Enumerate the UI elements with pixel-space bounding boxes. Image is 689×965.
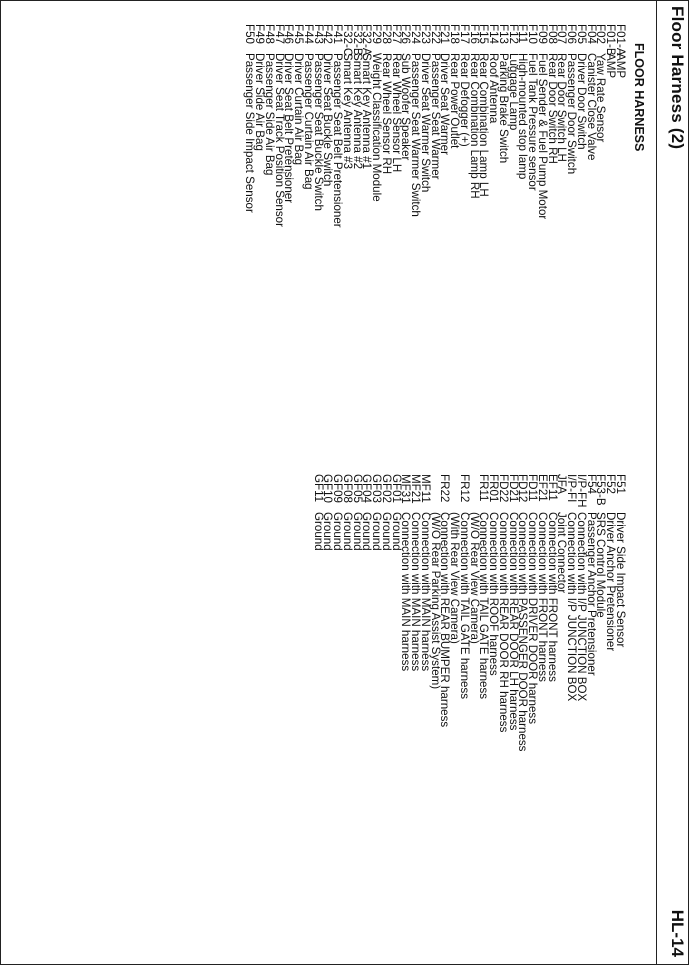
connector-description: Rear Combination Lamp LH (477, 53, 491, 197)
connector-description: Ground (311, 512, 325, 551)
connector-description: AMP (614, 53, 627, 79)
connector-description: Luggage Lamp (506, 53, 520, 131)
connector-description: Joint Connector (555, 512, 569, 594)
connector-description: Passenger Anchor Pretensioner (584, 512, 598, 676)
connector-code: F04 (584, 24, 598, 44)
connector-description: (W/O Rear Parking Assist System) (428, 512, 442, 690)
connector-description: Ground (331, 512, 345, 551)
connector-code: EF21 (536, 474, 549, 502)
connector-code: F01-A (614, 24, 627, 56)
connector-code: I/P-FI (565, 474, 579, 503)
connector-description: Connection with REAR DOOR LH harness (506, 512, 520, 731)
connector-code: F32-B (350, 24, 364, 56)
connector-description: Rear Power Outlet (448, 53, 462, 149)
connector-description: Connection with I/P JUNCTION BOX (575, 512, 588, 702)
connector-description: Fuel Sender & Fuel Pump Motor (536, 53, 549, 220)
connector-code: F13 (497, 24, 510, 44)
connector-description: Passenger Seat Buckle Switch (311, 53, 325, 211)
connector-description: (W/O Rear View Camera) (467, 512, 481, 644)
connector-description: Connection with TAIL GATE harness (477, 512, 491, 700)
connector-code: F17 (458, 24, 471, 44)
connector-code: F06 (565, 24, 579, 44)
connector-description: Rear Door Switch RH (545, 53, 559, 164)
connector-code: F32-A (360, 24, 374, 56)
connector-description: Connection with MAIN harness (419, 512, 432, 672)
connector-list-left (245, 24, 625, 228)
connector-code: F44 (302, 24, 315, 44)
connector-code: F18 (448, 24, 462, 44)
connector-description: Driver Seat Warmer Switch (419, 53, 432, 193)
connector-description: Parking Brake Switch (497, 53, 510, 164)
connector-description: SRS Control Module (594, 512, 608, 618)
connector-code: MF31 (399, 474, 413, 504)
connector-code: F07 (555, 24, 569, 44)
connector-description: Connection with MAIN harness (409, 512, 423, 672)
connector-description: Connection with REAR DOOR RH harness (497, 512, 510, 733)
connector-description: Driver Seat Belt Pretensioner (282, 53, 296, 204)
connector-code: GF11 (311, 474, 325, 503)
connector-code: MF11 (419, 474, 432, 503)
connector-code: F41 (331, 24, 345, 44)
connector-code: MF21 (409, 474, 423, 504)
connector-description: Smart Key Antenna #2 (350, 53, 364, 170)
connector-code: GF01 (389, 474, 403, 503)
connector-code: F01-B (604, 24, 618, 56)
connector-code: F51 (614, 474, 627, 494)
connector-description: Passenger Side Impact Sensor (243, 53, 257, 213)
connector-list-right (313, 474, 625, 751)
connector-code: F29 (370, 24, 384, 44)
connector-description: Connection with FRONT harness (545, 512, 559, 682)
connector-description: Driver Side Impact Sensor (614, 512, 627, 648)
connector-description: Roof Antenna (487, 53, 501, 124)
connector-description: (With Rear View Camera) (448, 512, 462, 644)
connector-code: GF04 (360, 474, 374, 503)
connector-code: F16 (467, 24, 481, 44)
connector-description: Ground (380, 512, 393, 551)
connector-description: Smart Key Antenna #1 (360, 53, 374, 170)
connector-code: F49 (253, 24, 267, 44)
section-title: FLOOR HARNESS (632, 43, 646, 152)
connector-description: Passenger Seat Warmer Switch (409, 53, 423, 217)
connector-code: F15 (477, 24, 491, 44)
connector-description: Connection with MAIN harness (399, 512, 413, 672)
connector-code: F14 (487, 24, 501, 44)
connector-description: Rear Wheel Sensor RH (380, 53, 393, 175)
connector-description: Rear Combination Lamp RH (467, 53, 481, 199)
connector-description: Driver Curtain Air Bag (292, 53, 306, 166)
connector-description: Fuel Tank Pressure sensor (526, 53, 540, 191)
connector-code: F11 (516, 24, 530, 44)
connector-code: F08 (545, 24, 559, 44)
connector-code: F24 (409, 24, 423, 44)
connector-code: JFA (555, 474, 569, 494)
connector-code: FR01 (487, 474, 501, 503)
connector-description: Smart Key Antenna #3 (341, 53, 354, 170)
connector-description: Driver Door Switch (575, 53, 588, 150)
connector-description: Connection with DRIVER DOOR harness (526, 512, 540, 724)
connector-description: Ground (370, 512, 384, 551)
connector-code: F26 (399, 24, 413, 44)
connector-code: I/P-FH (575, 474, 588, 508)
connector-row (313, 474, 323, 751)
connector-description: Passenger Side Air Bag (263, 53, 276, 176)
connector-code: F50 (243, 24, 257, 44)
connector-code: F46 (282, 24, 296, 44)
connector-description: Ground (360, 512, 374, 551)
connector-code: FR22 (438, 474, 452, 503)
connector-description: Driver Side Air Bag (253, 53, 267, 151)
connector-description: Driver Anchor Pretensioner (604, 512, 618, 652)
connector-description: Connection with ROOF harness (487, 512, 501, 676)
connector-code: FD11 (526, 474, 540, 502)
connector-description: Weight Classification Module (370, 53, 384, 202)
connector-code: F12 (506, 24, 520, 44)
connector-code: F42 (321, 24, 335, 44)
connector-code: FD12 (516, 474, 530, 503)
connector-description: Ground (321, 512, 335, 551)
connector-code: F21 (438, 24, 452, 44)
connector-code: F48 (263, 24, 276, 44)
connector-description: Rear Door Switch LH (555, 53, 569, 162)
connector-description: Sub Woofer Speaker (399, 53, 413, 161)
connector-code: F43 (311, 24, 325, 44)
connector-description: Connection with TAIL GATE harness (458, 512, 471, 700)
connector-description: High-mounted stop lamp (516, 53, 530, 180)
connector-code: GF05 (350, 474, 364, 503)
connector-code: F27 (389, 24, 403, 44)
connector-code: F52 (604, 474, 618, 494)
connector-code: FD21 (506, 474, 520, 503)
connector-row (245, 24, 255, 228)
connector-code: GF08 (341, 474, 354, 503)
connector-description: AMP (604, 53, 618, 79)
page-number: HL-14 (668, 909, 687, 957)
connector-code: F02 (594, 24, 608, 44)
connector-code: F47 (272, 24, 286, 44)
connector-code: F53-B (594, 474, 608, 506)
connector-code: F28 (380, 24, 393, 44)
connector-code: F09 (536, 24, 549, 44)
connector-description: Driver Seat Track Position Sensor (272, 53, 286, 227)
connector-description: Passenger Curtain Air Bag (302, 53, 315, 190)
connector-description: Passenger Seat Belt Pretensioner (331, 53, 345, 228)
connector-code: F45 (292, 24, 306, 44)
page-title: Floor Harness (2) (668, 6, 687, 150)
connector-code: GF03 (370, 474, 384, 503)
connector-description: Ground (389, 512, 403, 551)
connector-code: F32-C (341, 24, 354, 57)
connector-description: Passenger Seat Warmer (428, 53, 442, 180)
connector-code: FR11 (477, 474, 491, 502)
connector-code: F54 (584, 474, 598, 494)
connector-description: Canister Close Valve (584, 53, 598, 161)
connector-description: Ground (350, 512, 364, 551)
connector-code: EF11 (545, 474, 559, 501)
connector-code: FD22 (497, 474, 510, 503)
connector-description: Yaw Rate Sensor (594, 53, 608, 143)
connector-description: Connection with I/P JUNCTION BOX (565, 512, 579, 702)
title-divider (656, 0, 657, 965)
connector-code: GF10 (321, 474, 335, 503)
connector-code: F23 (419, 24, 432, 44)
connector-code: GF02 (380, 474, 393, 503)
connector-description: Driver Seat Warmer (438, 53, 452, 155)
connector-code: GF09 (331, 474, 345, 503)
connector-code: F22 (428, 24, 442, 44)
connector-code: F05 (575, 24, 588, 44)
connector-code: FR12 (458, 474, 471, 503)
connector-description: Connection with PASSENGER DOOR harness (516, 512, 530, 752)
connector-description: Rear Defogger (+) (458, 53, 471, 147)
connector-code: F10 (526, 24, 540, 44)
connector-description: Rear Wheel Sensor LH (389, 53, 403, 173)
connector-description: Connection with FRONT harness (536, 512, 549, 682)
connector-description: Ground (341, 512, 354, 551)
connector-description: Driver Seat Buckle Switch (321, 53, 335, 187)
connector-description: Connection with REAR BUMPER harness (438, 512, 452, 728)
connector-description: Passenger Door Switch (565, 53, 579, 175)
